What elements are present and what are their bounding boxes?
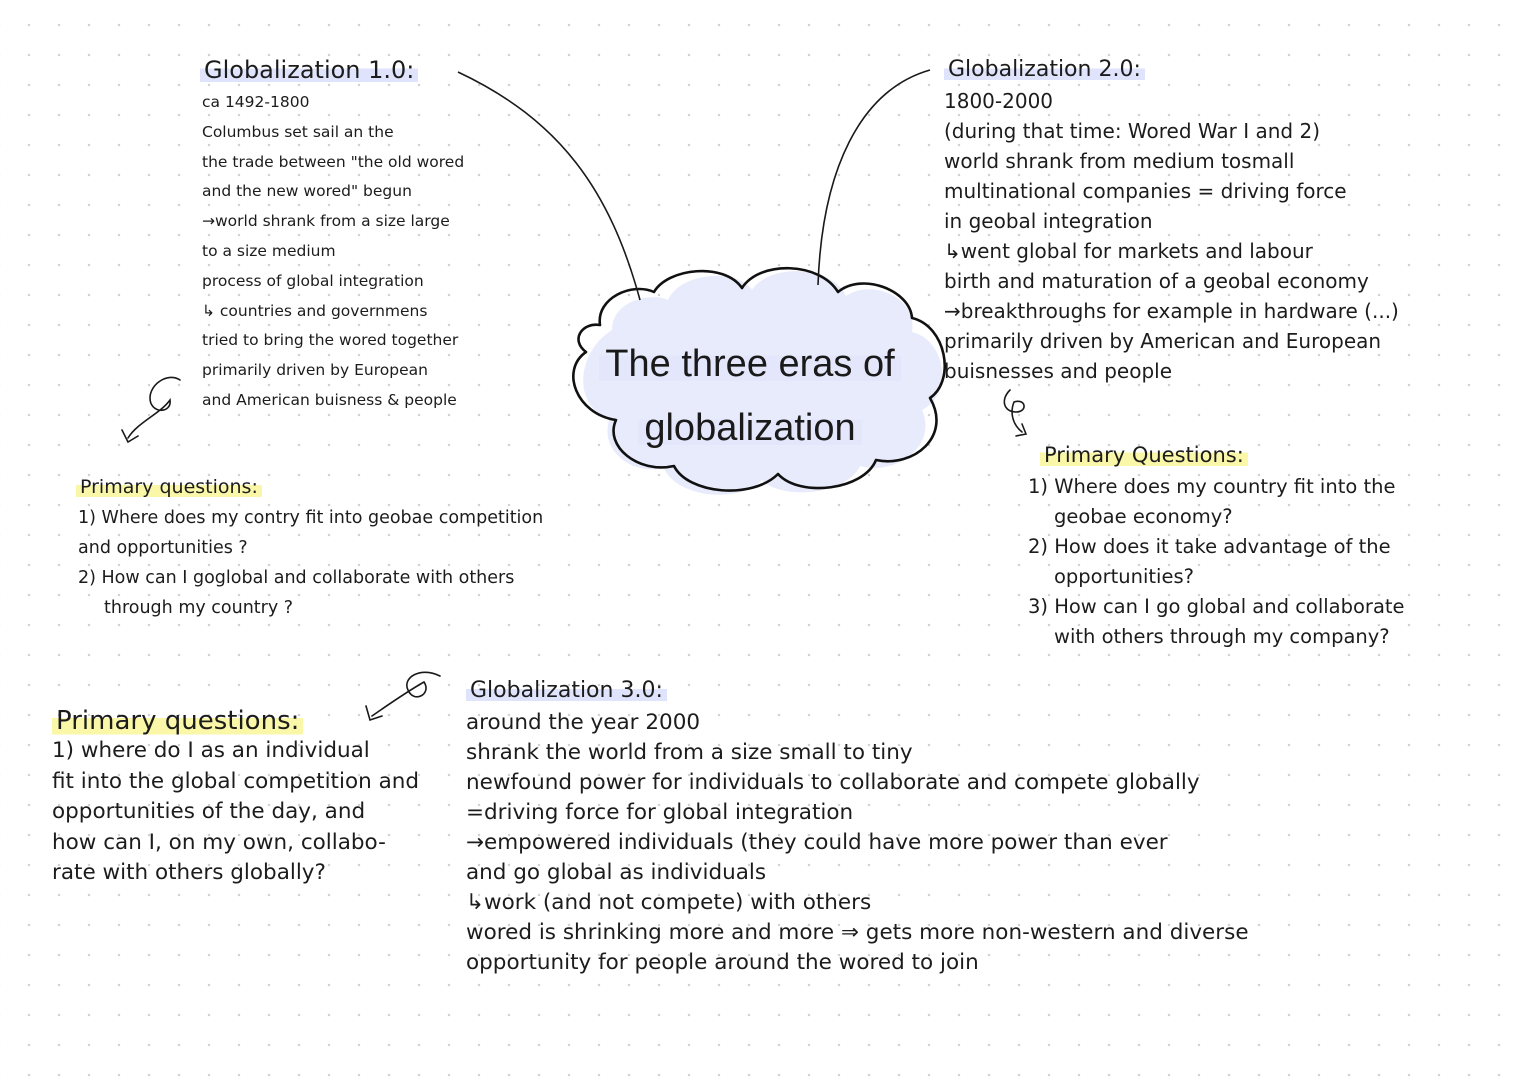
globalization-1-notes [202,88,464,416]
note-line: buisnesses and people [944,359,1173,383]
question-line: 2) How does it take advantage of the [1028,535,1391,558]
questions-3-title: Primary questions: [52,706,303,736]
questions-1-list [78,503,543,623]
note-line: opportunity for people around the wored to join [466,950,979,975]
note-line: around the year 2000 [466,710,701,735]
arrow-to-questions-2 [1004,390,1026,436]
note-line: =driving force for global integration [466,800,854,825]
note-line: birth and maturation of a geobal economy [944,269,1369,293]
questions-2-title: Primary Questions: [1040,443,1248,467]
globalization-2-title: Globalization 2.0: [944,57,1145,82]
note-line: →world shrank from a size large [202,212,450,231]
connector-globalization-1 [458,72,640,300]
connector-globalization-2 [818,70,930,285]
question-line: rate with others globally? [52,860,326,885]
note-line: wored is shrinking more and more ⇒ gets more non-western and diverse [466,920,1249,945]
note-line: and the new wored" begun [202,182,412,201]
globalization-3-title: Globalization 3.0: [466,678,667,703]
note-line: tried to bring the wored together [202,331,459,350]
note-line: process of global integration [202,271,424,290]
questions-2-heading [1040,440,1248,470]
note-line: in geobal integration [944,209,1153,233]
note-line: multinational companies = driving force [944,179,1347,203]
note-line: and go global as individuals [466,860,767,885]
note-line: shrank the world from a size small to tiny [466,740,913,765]
question-line: how can I, on my own, collabo- [52,829,386,855]
globalization-3-heading [466,676,667,706]
note-line: ↳work (and not compete) with others [466,890,872,915]
question-line: 3) How can I go global and collaborate [1028,595,1405,618]
question-line: and opportunities ? [78,538,248,558]
note-line: the trade between "the old wored [202,152,465,171]
question-line: opportunities of the day, and [52,799,366,824]
arrow-to-questions-3 [366,672,440,720]
question-line: 1) where do I as an individual [52,738,370,763]
note-line: primarily driven by European [202,361,428,380]
question-line: through my country ? [104,598,294,618]
globalization-2-notes [944,86,1399,386]
note-line: to a size medium [202,241,336,260]
note-line: newfound power for individuals to collaborate and compete globally [466,770,1200,795]
note-line: ca 1492-1800 [202,93,310,111]
note-line: ↳ countries and governmens [202,301,428,320]
question-line: with others through my company? [1054,625,1390,648]
question-line: 2) How can I goglobal and collaborate with others [78,568,515,588]
note-line: (during that time: Wored War I and 2) [944,119,1321,143]
globalization-1-title: Globalization 1.0: [200,56,418,84]
center-topic-line-2: globalization [638,407,861,449]
note-line: ↳went global for markets and labour [944,239,1313,263]
questions-2-list [1028,472,1405,652]
center-topic [590,332,910,460]
globalization-1-heading [200,55,418,85]
note-line: Columbus set sail an the [202,122,394,141]
note-line: and American buisness & people [202,390,457,409]
questions-1-heading [76,472,262,502]
note-line: 1800-2000 [944,89,1054,113]
questions-3-heading [52,704,303,738]
question-line: 1) Where does my country fit into the [1028,475,1396,498]
note-line: →breakthroughs for example in hardware (...) [944,299,1399,323]
question-line: geobae economy? [1054,505,1233,528]
questions-1-title: Primary questions: [76,476,262,498]
globalization-2-heading [944,55,1145,85]
note-line: world shrank from medium tosmall [944,149,1295,173]
arrow-to-questions-1 [122,377,180,442]
globalization-3-notes [466,708,1249,978]
note-line: →empowered individuals (they could have more power than ever [466,830,1168,855]
question-line: opportunities? [1054,565,1194,588]
center-topic-line-1: The three eras of [599,343,900,385]
question-line: 1) Where does my contry fit into geobae competition [78,508,544,528]
question-line: fit into the global competition and [52,768,420,794]
questions-3-list [52,736,419,889]
note-line: primarily driven by American and European [944,329,1382,353]
